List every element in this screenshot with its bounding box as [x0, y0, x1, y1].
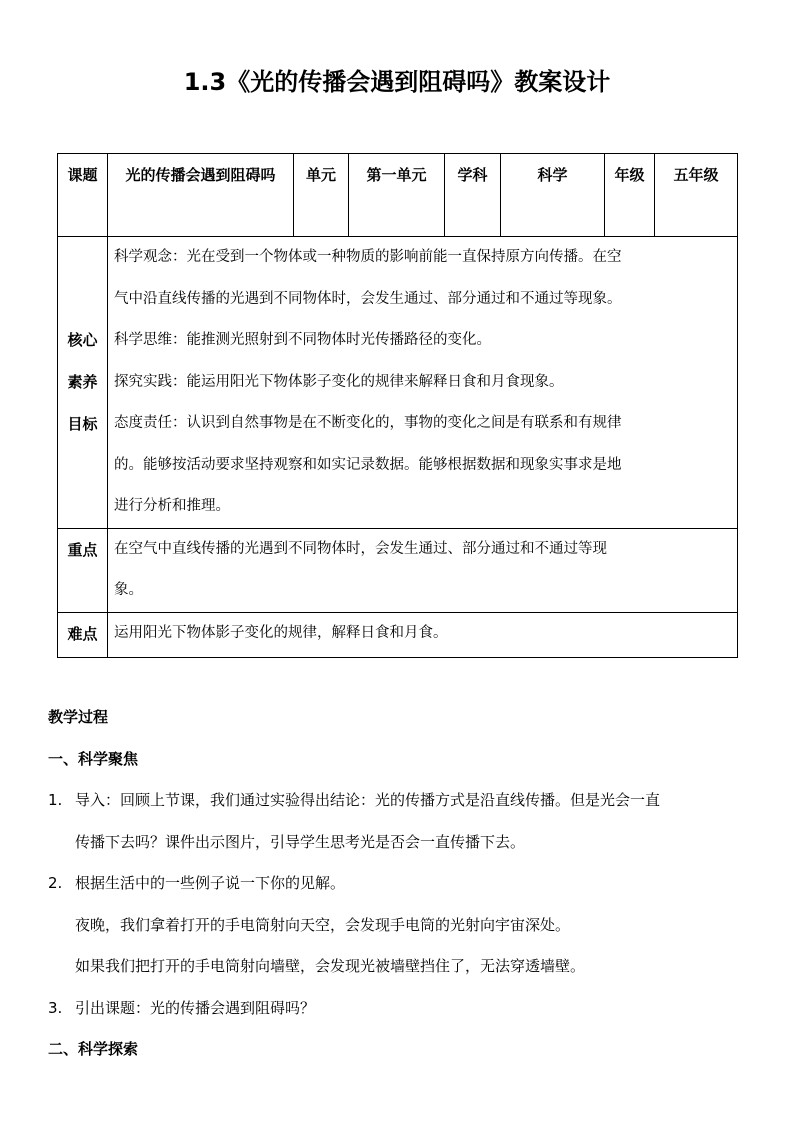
process-heading: 教学过程 [48, 708, 109, 726]
core-goals-line: 进行分析和推理。 [114, 498, 230, 514]
core-goals-line: 探究实践：能运用阳光下物体影子变化的规律来解释日食和月食现象。 [114, 373, 564, 390]
core-goals-line: 态度责任：认识到自然事物是在不断变化的，事物的变化之间是有联系和有规律 [114, 415, 622, 431]
key-point-line: 在空气中直线传播的光遇到不同物体时，会发生通过、部分通过和不通过等现 [114, 540, 607, 557]
item-line: 夜晚，我们拿着打开的手电筒射向天空，会发现手电筒的光射向宇宙深处。 [75, 915, 571, 934]
core-goals-line: 科学思维：能推测光照射到不同物体时光传播路径的变化。 [114, 332, 491, 348]
document-title: 1.3《光的传播会遇到阻碍吗》教案设计 [183, 68, 611, 96]
core-goals-line: 的。能够按活动要求坚持观察和如实记录数据。能够根据数据和现象实事求是地 [114, 456, 622, 473]
core-goals-label-3: 目标 [67, 415, 98, 434]
table-row [58, 528, 738, 612]
key-point-line: 象。 [114, 582, 143, 598]
core-goals-line: 气中沿直线传播的光遇到不同物体时，会发生通过、部分通过和不通过等现象。 [114, 290, 622, 307]
item-line: 引出课题：光的传播会遇到阻碍吗？ [75, 998, 316, 1017]
teaching-process [48, 697, 748, 1071]
item-line: 导入：回顾上节课，我们通过实验得出结论：光的传播方式是沿直线传播。但是光会一直 [75, 791, 661, 809]
difficulty-text: 运用阳光下物体影子变化的规律，解释日食和月食。 [114, 624, 448, 641]
item-number: 1. [48, 791, 63, 809]
subject-value: 科学 [501, 154, 605, 237]
section-science-focus: 一、科学聚焦 [48, 749, 139, 768]
core-goals-label-2: 素养 [67, 373, 98, 392]
item-line: 根据生活中的一些例子说一下你的见解。 [75, 874, 346, 892]
subject-label: 学科 [445, 154, 501, 237]
item-number: 3. [48, 998, 63, 1017]
unit-label: 单元 [294, 154, 349, 237]
lesson-info-table [57, 153, 738, 658]
core-goals-label [58, 237, 108, 529]
list-item [48, 863, 748, 988]
table-row [58, 612, 738, 657]
section-science-explore: 二、科学探索 [48, 1040, 139, 1058]
difficulty-content [108, 612, 738, 657]
key-point-label: 重点 [58, 528, 108, 612]
lesson-label: 课题 [58, 154, 108, 237]
difficulty-label: 难点 [58, 612, 108, 657]
unit-value: 第一单元 [349, 154, 445, 237]
grade-value: 五年级 [655, 154, 738, 237]
list-item [48, 988, 748, 1030]
item-line: 传播下去吗？课件出示图片，引导学生思考光是否会一直传播下去。 [75, 832, 526, 851]
table-row [58, 237, 738, 529]
table-row [58, 154, 738, 237]
core-goals-line: 科学观念：光在受到一个物体或一种物质的影响前能一直保持原方向传播。在空 [114, 249, 622, 265]
key-point-content [108, 528, 738, 612]
item-number: 2. [48, 874, 63, 892]
list-item [48, 780, 748, 863]
core-goals-content [108, 237, 738, 529]
lesson-value: 光的传播会遇到阻碍吗 [108, 154, 294, 237]
grade-label: 年级 [605, 154, 655, 237]
core-goals-label-1: 核心 [67, 331, 98, 350]
item-line: 如果我们把打开的手电筒射向墙壁，会发现光被墙壁挡住了，无法穿透墙壁。 [75, 957, 586, 975]
